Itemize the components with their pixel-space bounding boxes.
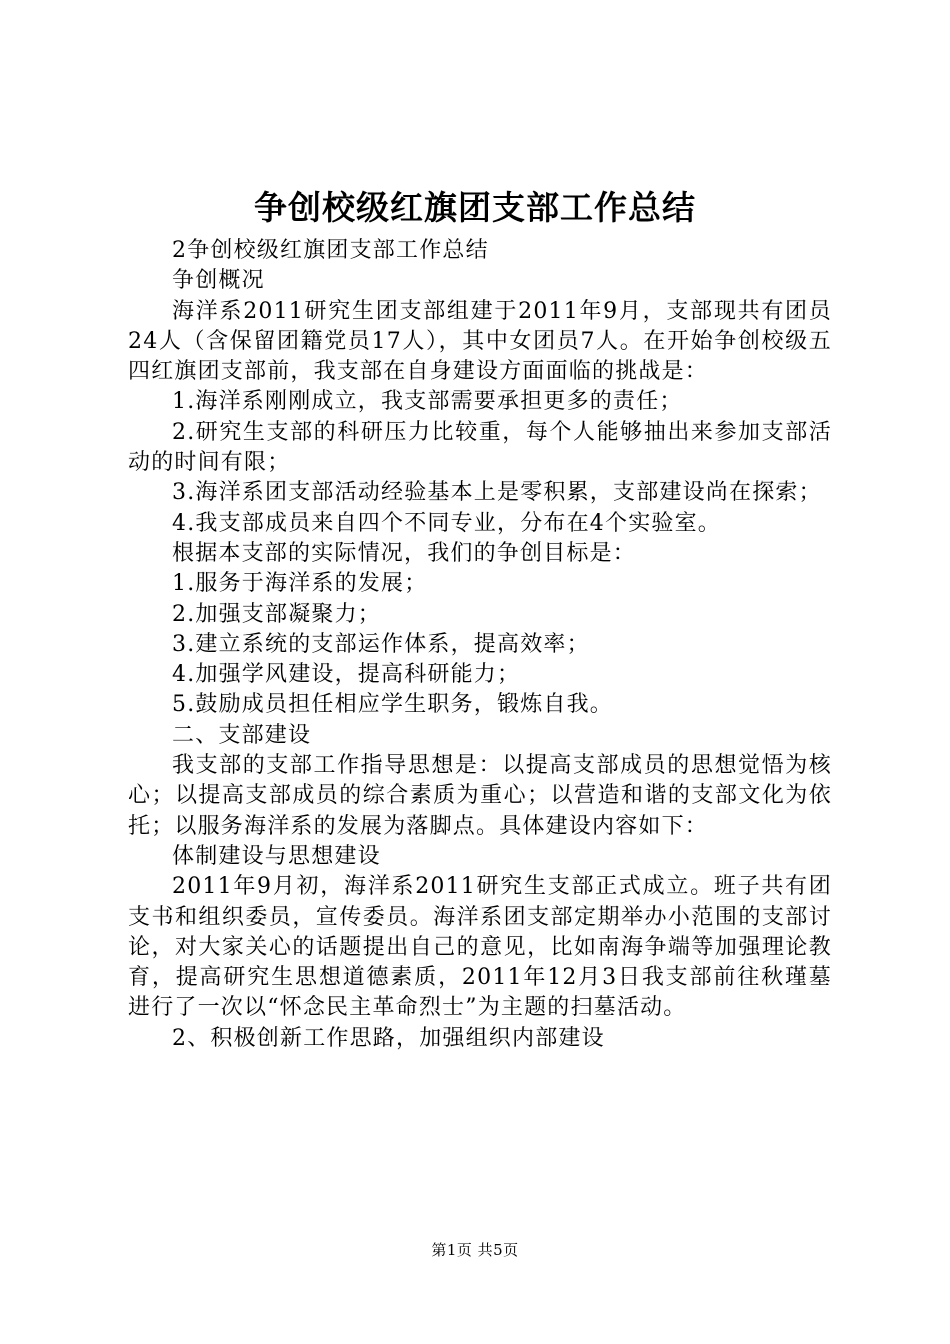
paragraph-challenge-4: 4.我支部成员来自四个不同专业，分布在4个实验室。 — [172, 510, 721, 536]
paragraph-heading-construction: 二、支部建设 — [172, 722, 312, 748]
paragraph-subtitle: 2争创校级红旗团支部工作总结 — [172, 238, 489, 263]
paragraph-challenge-3: 3.海洋系团支部活动经验基本上是零积累，支部建设尚在探索； — [172, 480, 822, 506]
paragraph-heading-innovation: 2、积极创新工作思路，加强组织内部建设 — [172, 1025, 605, 1051]
paragraph-goal-2: 2.加强支部凝聚力； — [172, 601, 381, 627]
paragraph-heading-overview: 争创概况 — [172, 268, 265, 294]
paragraph-goal-3: 3.建立系统的支部运作体系，提高效率； — [172, 631, 590, 657]
paragraph-goal-5: 5.鼓励成员担任相应学生职务，锻炼自我。 — [172, 692, 613, 718]
paragraph-challenge-1: 1.海洋系刚刚成立，我支部需要承担更多的责任； — [172, 389, 683, 415]
document-body — [128, 236, 832, 1054]
paragraph-heading-system: 体制建设与思想建设 — [172, 843, 381, 869]
page-footer: 第1页 共5页 — [431, 1241, 519, 1259]
paragraph-intro: 海洋系2011研究生团支部组建于2011年9月，支部现共有团员24人（含保留团籍党员17人），其中女团员7人。在开始争创校级五四红旗团支部前，我支部在自身建设方面面临的挑战是： — [128, 298, 832, 385]
paragraph-system-detail: 2011年9月初，海洋系2011研究生支部正式成立。班子共有团支书和组织委员，宣传委员。海洋系团支部定期举办小范围的支部讨论，对大家关心的话题提出自己的意见，比如南海争端等加强理论教育，提高研究生思想道德素质，2011年12月3日我支部前往秋瑾墓进行了一次以“怀念民主革命烈士”为主题的扫墓活动。 — [128, 874, 832, 1021]
paragraph-goal-1: 1.服务于海洋系的发展； — [172, 571, 428, 597]
paragraph-challenge-2: 2.研究生支部的科研压力比较重，每个人能够抽出来参加支部活动的时间有限； — [128, 419, 832, 476]
paragraph-guiding-thought: 我支部的支部工作指导思想是：以提高支部成员的思想觉悟为核心；以提高支部成员的综合素质为重心；以营造和谐的支部文化为依托；以服务海洋系的发展为落脚点。具体建设内容如下： — [128, 753, 832, 839]
paragraph-goal-4: 4.加强学风建设，提高科研能力； — [172, 662, 521, 688]
paragraph-goals-intro: 根据本支部的实际情况，我们的争创目标是： — [172, 540, 637, 566]
document-title: 争创校级红旗团支部工作总结 — [254, 188, 696, 227]
